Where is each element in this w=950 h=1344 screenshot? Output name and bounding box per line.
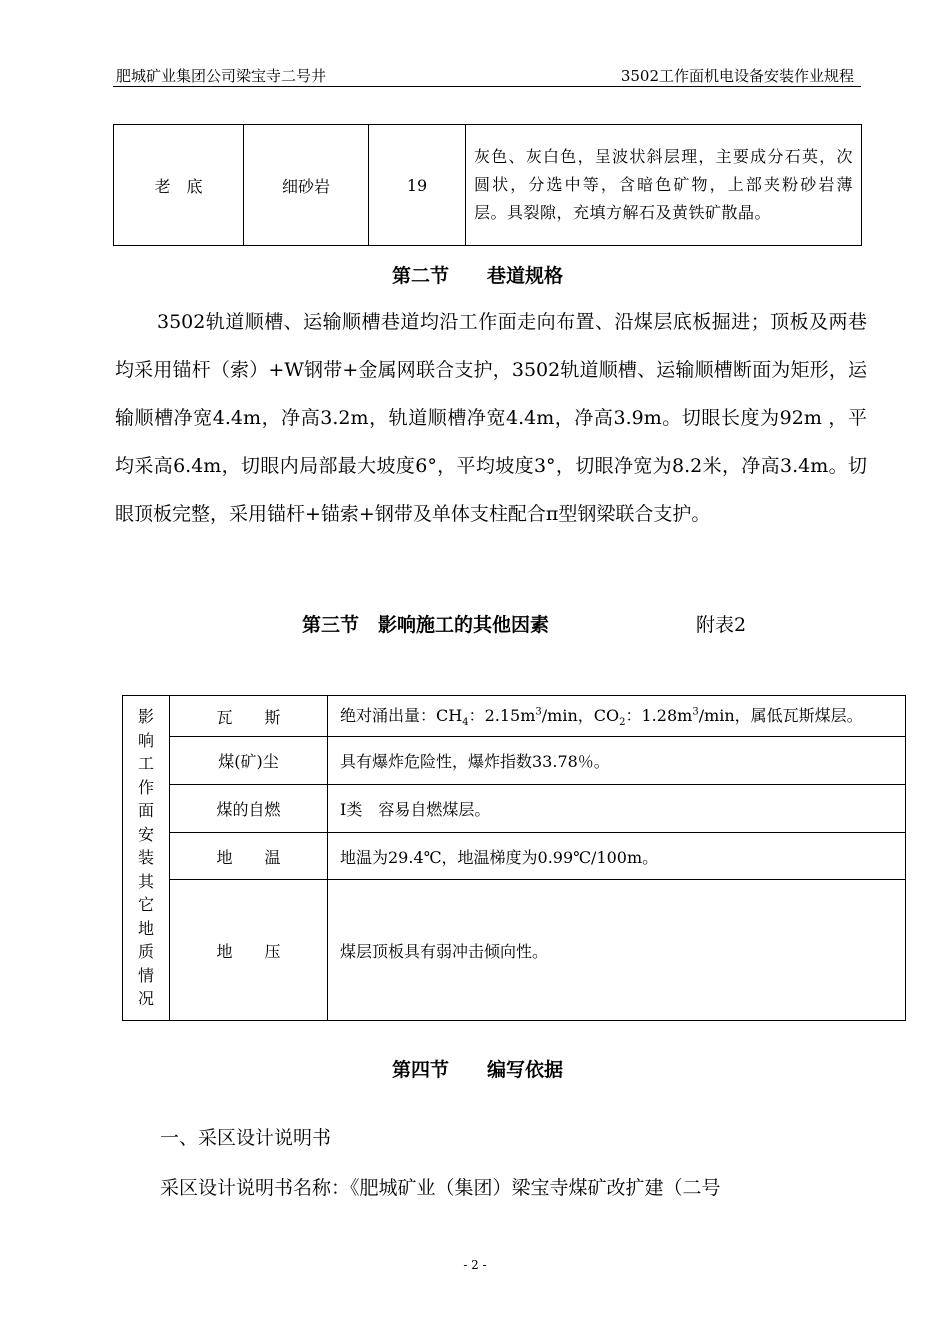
row-value: 地温为29.4℃，地温梯度为0.99℃/100m。 xyxy=(328,833,906,880)
row-label: 煤的自燃 xyxy=(170,785,328,833)
section3-title: 第三节 影响施工的其他因素 xyxy=(302,614,550,636)
gas-sup-1: 3 xyxy=(535,707,542,719)
row-label: 地 压 xyxy=(170,880,328,1021)
side-label-char: 面 xyxy=(137,801,154,821)
gas-sub-1: 4 xyxy=(462,717,469,729)
gas-text-4: ：1.28m xyxy=(625,706,693,726)
side-label-char: 响 xyxy=(137,730,154,750)
section2-title: 第二节 巷道规格 xyxy=(392,265,564,287)
row-value: Ⅰ类 容易自燃煤层。 xyxy=(328,785,906,833)
gas-text-1: 绝对涌出量：CH xyxy=(340,706,463,726)
side-label-char: 地 xyxy=(137,918,154,938)
gas-sup-2: 3 xyxy=(692,707,699,719)
annex-label: 附表2 xyxy=(696,614,747,636)
side-label xyxy=(123,696,170,1021)
row-label: 瓦 斯 xyxy=(170,696,328,737)
page-number: - 2 - xyxy=(463,1258,487,1272)
table-row xyxy=(123,785,906,833)
side-label-char: 装 xyxy=(137,848,154,868)
gas-text-3: /min，CO xyxy=(541,706,620,726)
side-label-char: 作 xyxy=(137,777,154,797)
section4-title: 第四节 编写依据 xyxy=(392,1059,564,1081)
side-label-char: 它 xyxy=(137,895,154,915)
side-label-char: 质 xyxy=(137,942,154,962)
strata-name: 老 底 xyxy=(114,125,244,246)
row-value: 具有爆炸危险性，爆炸指数33.78％。 xyxy=(328,737,906,785)
side-label-char: 况 xyxy=(137,989,154,1009)
side-label-char: 情 xyxy=(137,965,154,985)
strata-rock: 细砂岩 xyxy=(244,125,369,246)
row-label: 地 温 xyxy=(170,833,328,880)
strata-thickness: 19 xyxy=(369,125,466,246)
side-label-char: 影 xyxy=(137,707,154,727)
geology-table xyxy=(122,695,906,1021)
table-row xyxy=(123,696,906,737)
side-label-char: 其 xyxy=(137,871,154,891)
header-right: 3502工作面机电设备安装作业规程 xyxy=(620,67,854,85)
section2-paragraph-text: 3502轨道顺槽、运输顺槽巷道均沿工作面走向布置、沿煤层底板掘进；顶板及两巷均采用锚杆（索）+W钢带+金属网联合支护，3502轨道顺槽、运输顺槽断面为矩形，运输顺槽净宽4.4m，净高3.2m，轨道顺槽净宽4.4m，净高3.9m。切眼长度为92m ，平均采高6.4m，切眼内局部最大坡度6°，平均坡度3°，切眼净宽为8.2米，净高3.4m。切眼顶板完整，采用锚杆+锚索+钢带及单体支柱配合π型钢梁联合支护。 xyxy=(115,311,867,525)
gas-text-2: ：2.15m xyxy=(468,706,536,726)
row-label: 煤(矿)尘 xyxy=(170,737,328,785)
header-rule xyxy=(113,86,861,87)
section4-item1-text: 采区设计说明书名称：《肥城矿业（集团）梁宝寺煤矿改扩建（二号 xyxy=(160,1177,721,1199)
table-row xyxy=(123,737,906,785)
table-row xyxy=(123,833,906,880)
side-label-char: 工 xyxy=(137,754,154,774)
row-value: 煤层顶板具有弱冲击倾向性。 xyxy=(328,880,906,1021)
row-value-gas xyxy=(328,696,906,737)
side-label-char: 安 xyxy=(137,824,154,844)
strata-table xyxy=(113,124,862,246)
gas-text-5: /min，属低瓦斯煤层。 xyxy=(698,706,863,726)
table-row xyxy=(114,125,862,246)
header-left: 肥城矿业集团公司梁宝寺二号井 xyxy=(116,67,327,85)
strata-description: 灰色、灰白色，呈波状斜层理，主要成分石英，次圆状，分选中等，含暗色矿物，上部夹粉砂岩薄层。具裂隙，充填方解石及黄铁矿散晶。 xyxy=(466,125,862,246)
section4-item1: 一、采区设计说明书 xyxy=(160,1127,332,1149)
table-row xyxy=(123,880,906,1021)
section2-paragraph xyxy=(115,298,867,538)
gas-sub-2: 2 xyxy=(619,717,626,729)
